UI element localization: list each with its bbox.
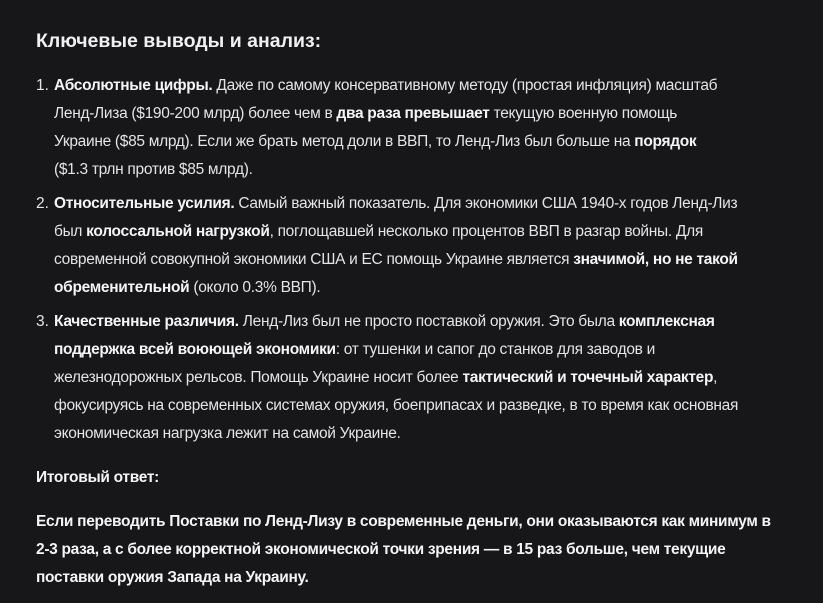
list-item-text [54, 190, 738, 302]
text-line [54, 190, 738, 218]
text-line [54, 420, 738, 448]
text-run: : от тушенки и сапог до станков для заводов и [335, 341, 655, 358]
final-answer [36, 508, 771, 592]
bold-text: Относительные усилия. [54, 195, 235, 212]
section-heading: Ключевые выводы и анализ: [36, 30, 322, 52]
text-run: Ленд-Лиза ($190-200 млрд) более чем в [54, 105, 337, 122]
list-number: 2. [36, 195, 49, 212]
list-item-text [54, 308, 738, 448]
text-run: текущую военную помощь [489, 105, 678, 122]
bold-text: тактический и точечный характер [462, 369, 714, 386]
text-line [54, 218, 738, 246]
text-line [54, 100, 717, 128]
bold-text: Абсолютные цифры. [54, 77, 213, 94]
text-line [54, 336, 738, 364]
text-line [54, 246, 738, 274]
bold-text: порядок [634, 133, 697, 150]
final-answer-line: Если переводить Поставки по Ленд-Лизу в современные деньги, они оказываются как минимум в [36, 513, 771, 530]
bold-text: обременительной [54, 279, 190, 296]
text-line [54, 308, 738, 336]
text-run: фокусируясь на современных системах оружия, боеприпасах и разведке, в то время как основная [54, 397, 739, 414]
list-number: 3. [36, 313, 49, 330]
text-run: Даже по самому консервативному методу (простая инфляция) масштаб [212, 77, 718, 94]
text-run: современной совокупной экономики США и ЕС помощь Украине является [54, 251, 574, 268]
list-item-text [54, 72, 717, 184]
text-line [54, 156, 717, 184]
text-run: Украине ($85 млрд). Если же брать метод доли в ВВП, то Ленд-Лиз был больше на [54, 133, 635, 150]
text-line [54, 128, 717, 156]
text-run: Самый важный показатель. Для экономики США 1940-х годов Ленд-Лиз [234, 195, 738, 212]
bold-text: поддержка всей воюющей экономики [54, 341, 336, 358]
bold-text: значимой, но не такой [573, 251, 738, 268]
text-run: , поглощавшей несколько процентов ВВП в разгар войны. Для [269, 223, 703, 240]
final-answer-label-text: Итоговый ответ: [36, 469, 159, 486]
final-answer-line: поставки оружия Запада на Украину. [36, 569, 309, 586]
text-line [54, 364, 738, 392]
text-run: железнодорожных рельсов. Помощь Украине носит более [54, 369, 463, 386]
text-run: Ленд-Лиз был не просто поставкой оружия. Это была [238, 313, 619, 330]
final-answer-line: 2-3 раза, а с более корректной экономической точки зрения — в 15 раз больше, чем текущие [36, 541, 726, 558]
text-line [54, 392, 738, 420]
bold-text: два раза превышает [336, 105, 490, 122]
text-run: экономическая нагрузка лежит на самой Украине. [54, 425, 401, 442]
bold-text: колоссальной нагрузкой [86, 223, 270, 240]
text-run: ($1.3 трлн против $85 млрд). [54, 161, 253, 178]
bold-text: Качественные различия. [54, 313, 239, 330]
text-run: , [713, 369, 718, 386]
text-line [54, 274, 738, 302]
bold-text: комплексная [618, 313, 715, 330]
text-run: (около 0.3% ВВП). [189, 279, 321, 296]
list-number: 1. [36, 77, 49, 94]
text-run: был [54, 223, 87, 240]
text-line [54, 72, 717, 100]
final-answer-label [36, 464, 159, 492]
